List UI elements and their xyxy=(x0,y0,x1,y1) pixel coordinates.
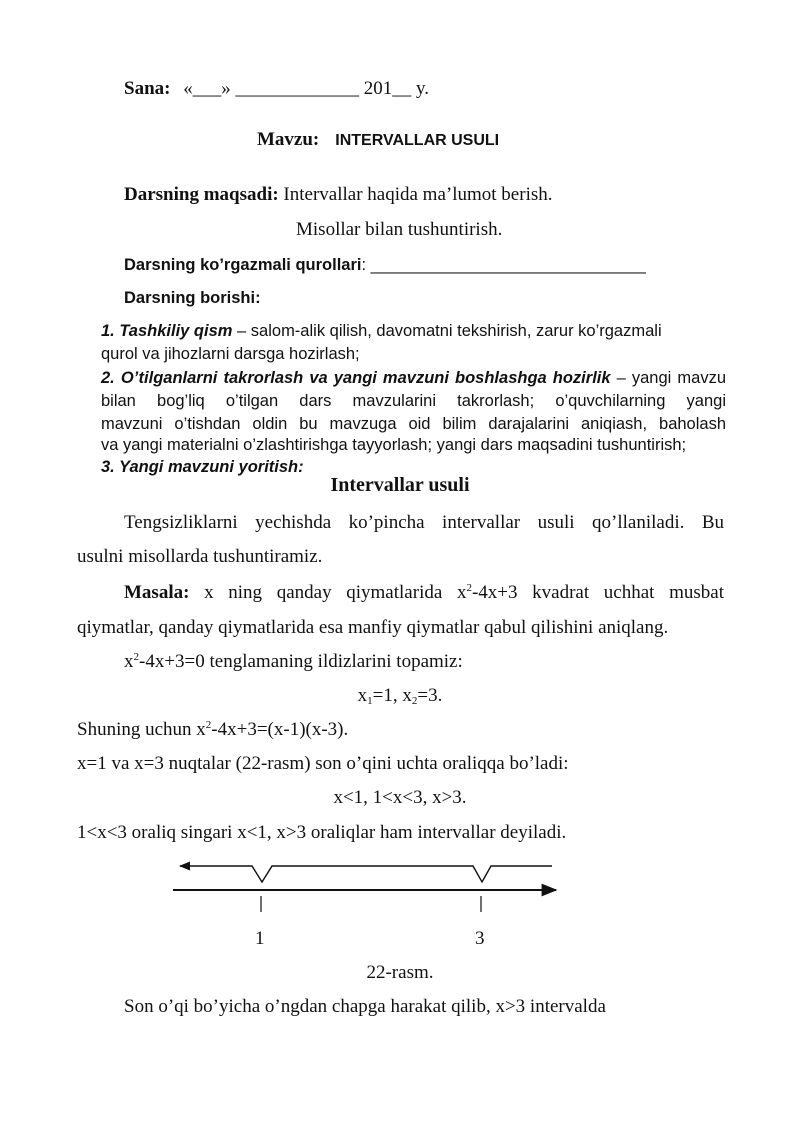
step1-line2: qurol va jihozlarni darsga hozirlash; xyxy=(101,345,360,363)
roots-b: =1, x xyxy=(372,685,412,706)
section-title: Intervallar usuli xyxy=(330,474,470,496)
masala-label: Masala: xyxy=(124,582,190,603)
exp-2: 2 xyxy=(466,582,472,594)
aids-line xyxy=(124,256,646,275)
masala-text-a: x ning qanday qiymatlarida x xyxy=(189,582,467,603)
tick-label-3: 3 xyxy=(475,928,485,949)
goal-line xyxy=(124,184,553,206)
aids-value: : ______________________________ xyxy=(361,256,646,274)
topic-value: INTERVALLAR USULI xyxy=(335,132,500,149)
aids-label: Darsning ko’rgazmali qurollari xyxy=(124,256,362,274)
p1-line2: usulni misollarda tushuntiramiz. xyxy=(77,546,323,567)
step1-title: 1. Tashkiliy qism xyxy=(101,322,233,340)
roots-c: =3. xyxy=(417,685,443,706)
date-value: «___» _____________ 201__ y. xyxy=(183,78,429,99)
goal-text-2: Misollar bilan tushuntirish. xyxy=(296,219,503,240)
roots-sub2: 2 xyxy=(411,695,418,707)
equation-line xyxy=(124,651,463,673)
step2-line1 xyxy=(101,367,726,391)
eq-exp: 2 xyxy=(133,651,139,663)
roots-a: x xyxy=(357,685,368,706)
step2-line3: mavzuni o’tishdan oldin bu mavzuga oid bilim darajalarini aniqiash, baholash xyxy=(101,415,726,433)
tick-label-1: 1 xyxy=(255,928,265,949)
step1-line1 xyxy=(101,322,662,341)
goal-text-1: Intervallar haqida ma’lumot berish. xyxy=(278,184,553,205)
last-line: Son o’qi bo’yicha o’ngdan chapga harakat qilib, x>3 intervalda xyxy=(124,996,606,1017)
date-line xyxy=(124,78,429,100)
step2-title: 2. O’tilganlarni takrorlash va yangi mavzuni boshlashga hozirlik xyxy=(101,369,611,387)
topic-label: Mavzu: xyxy=(257,129,320,150)
date-label: Sana: xyxy=(124,78,171,99)
factor-line xyxy=(77,719,348,741)
step2-line2: bilan bog’liq o’tilgan dars mavzularini takrorlash; o’quvchilarning yangi xyxy=(101,392,726,410)
points-line: x=1 va x=3 nuqtalar (22-rasm) son o’qini uchta oraliqqa bo’ladi: xyxy=(77,753,569,774)
factor-b: -4x+3=(x-1)(x-3). xyxy=(211,719,349,740)
p1-line1: Tengsizliklarni yechishda ko’pincha intervallar usuli qo’llaniladi. Bu xyxy=(124,512,724,533)
masala-line1 xyxy=(124,582,724,604)
step2-line4: va yangi materialni o’zlashtirishga tayyorlash; yangi dars maqsadini tushuntirish; xyxy=(101,436,687,454)
topic-line xyxy=(257,129,499,151)
step2-text-rest: – yangi mavzu xyxy=(610,369,726,387)
figure-caption: 22-rasm. xyxy=(366,962,434,983)
masala-line2: qiymatlar, qanday qiymatlarida esa manfiy qiymatlar qabul qilishini aniqlang. xyxy=(77,617,669,638)
intervals-note: 1<x<3 oraliq singari x<1, x>3 oraliqlar ham intervallar deyiladi. xyxy=(77,822,567,843)
interval-arc xyxy=(180,866,552,882)
goal-label: Darsning maqsadi: xyxy=(124,184,279,205)
masala-text-b: -4x+3 kvadrat uchhat musbat xyxy=(471,582,725,603)
intervals-line: x<1, 1<x<3, x>3. xyxy=(333,787,467,808)
roots-sub1: 1 xyxy=(367,695,373,707)
eq-b: -4x+3=0 tenglamaning ildizlarini topamiz: xyxy=(139,651,463,672)
factor-exp: 2 xyxy=(205,719,212,731)
progress-label: Darsning borishi: xyxy=(124,289,261,307)
step1-text: – salom-alik qilish, davomatni tekshirish, zarur ko’rgazmali xyxy=(232,322,662,340)
eq-a: x xyxy=(124,651,134,672)
step3-title: 3. Yangi mavzuni yoritish: xyxy=(101,458,304,476)
roots-line xyxy=(0,685,800,707)
factor-a: Shuning uchun x xyxy=(77,719,206,740)
